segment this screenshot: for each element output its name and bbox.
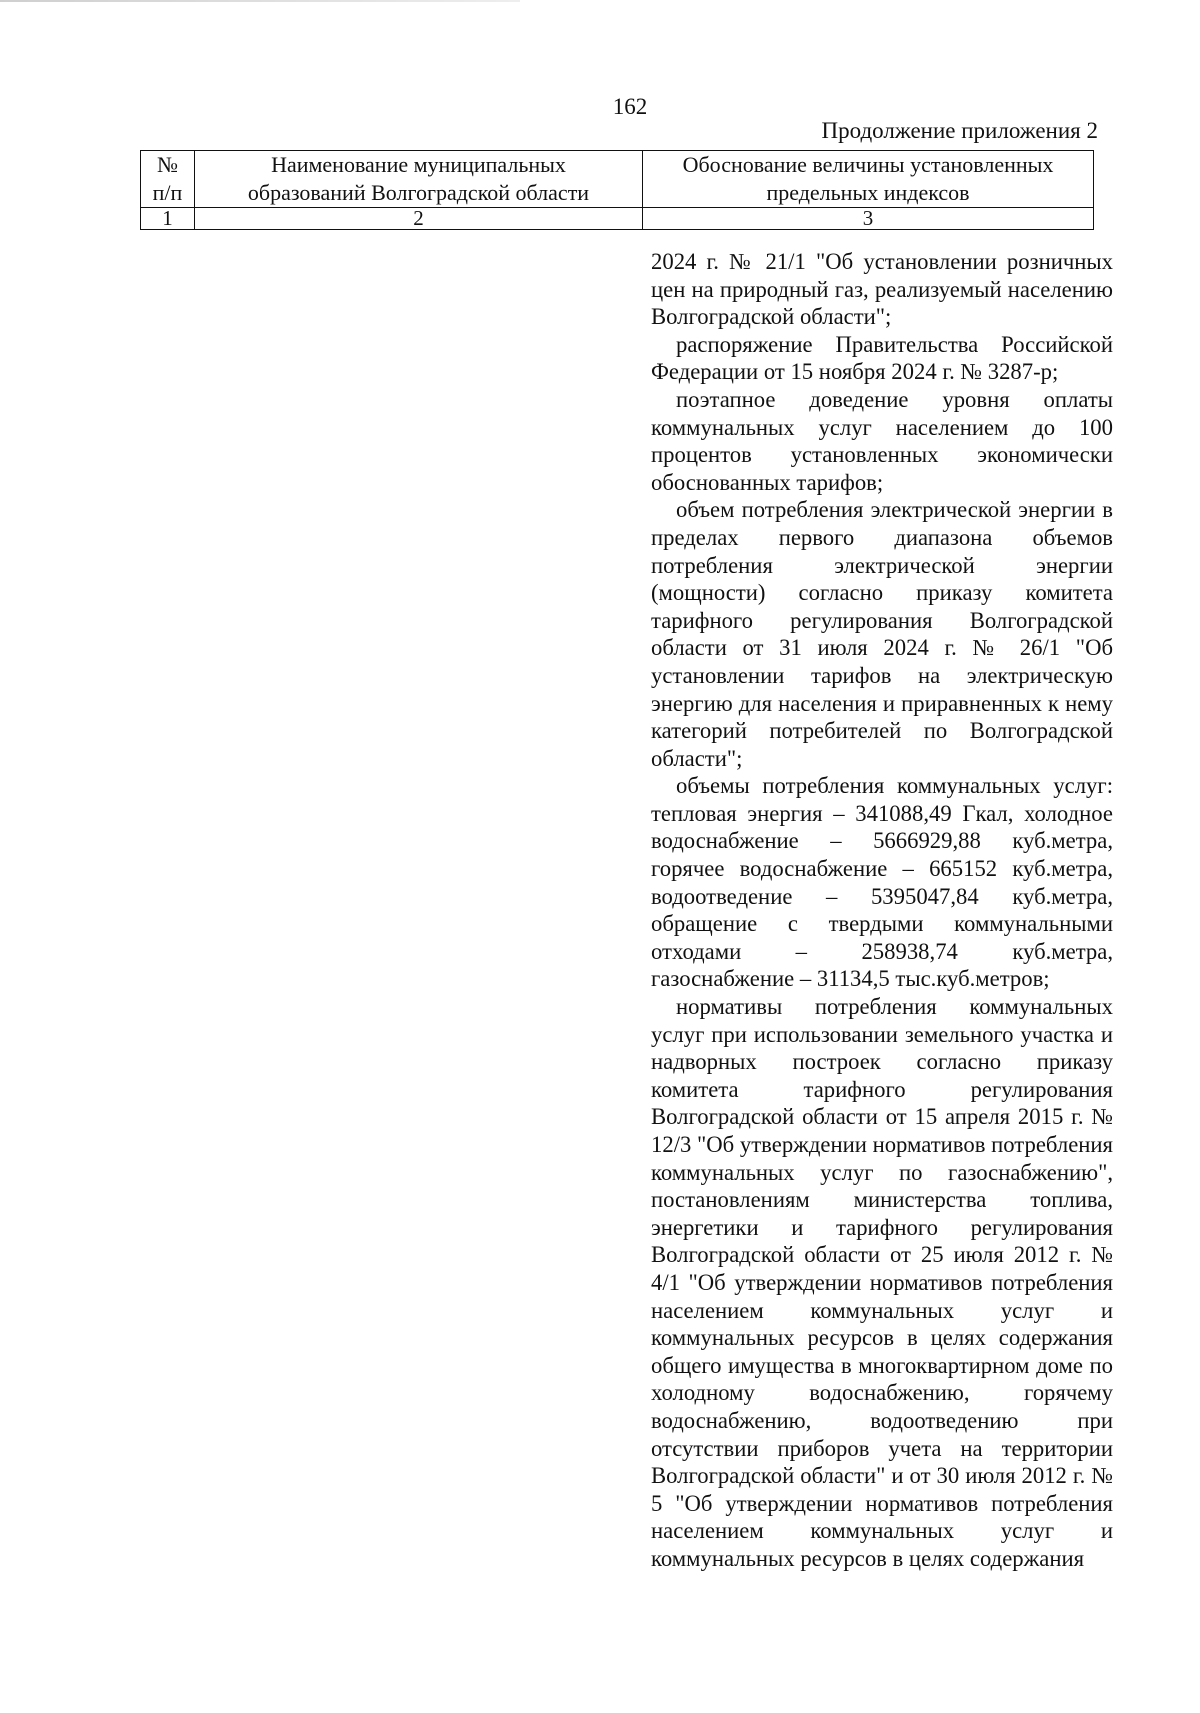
header-line: предельных индексов xyxy=(766,180,970,205)
paragraph: нормативы потребления коммунальных услуг при использовании земельного участка и надворных построек согласно приказу комитета тарифного регулирования Волгоградской области от 15 апреля 2015 г. № 12/3 "Об утверждении нормативов потребления коммунальных услуг по газоснабжению", постановлениям министерства топлива, энергетики и тарифного регулирования Волгоградской области от 25 июля 2012 г. № 4/1 "Об утверждении нормативов потребления населением коммунальных услуг и коммунальных ресурсов в целях содержания общего имущества в многоквартирном доме по холодному водоснабжению, горячему водоснабжению, водоотведению при отсутствии приборов учета на территории Волгоградской области" и от 30 июля 2012 г. № 5 "Об утверждении нормативов потребления населением коммунальных услуг и коммунальных ресурсов в целях содержания xyxy=(651,994,1113,1571)
paragraph: распоряжение Правительства Российской Федерации от 15 ноября 2024 г. № 3287-р; xyxy=(651,331,1113,385)
header-cell-number xyxy=(141,151,195,208)
continuation-label: Продолжение приложения 2 xyxy=(821,118,1098,143)
appendix-table-header xyxy=(140,150,1094,230)
header-line: Обоснование величины установленных xyxy=(682,152,1054,177)
header-row xyxy=(141,151,1094,208)
scan-edge xyxy=(0,0,520,2)
column-number: 2 xyxy=(195,208,643,230)
header-cell-municipality xyxy=(195,151,643,208)
page-number: 162 xyxy=(612,94,648,119)
column-number: 1 xyxy=(141,208,195,230)
paragraph: объем потребления электрической энергии в пределах первого диапазона объемов потребления электрической энергии (мощности) согласно приказу комитета тарифного регулирования Волгоградской области от 31 июля 2024 г. № 26/1 "Об установлении тарифов на электрическую энергию для населения и приравненных к нему категорий потребителей по Волгоградской области"; xyxy=(651,497,1113,771)
paragraph: поэтапное доведение уровня оплаты коммунальных услуг населением до 100 процентов установленных экономически обоснованных тарифов; xyxy=(651,386,1113,495)
paragraph: 2024 г. № 21/1 "Об установлении розничных цен на природный газ, реализуемый населению Волгоградской области"; xyxy=(651,249,1113,330)
header-line: п/п xyxy=(152,180,183,205)
column-number-row xyxy=(141,208,1094,230)
paragraph: объемы потребления коммунальных услуг: тепловая энергия – 341088,49 Гкал, холодное водоснабжение – 5666929,88 куб.метра, горячее водоснабжение – 665152 куб.метра, водоотведение – 5395047,84 куб.метра, обращение с твердыми коммунальными отходами – 258938,74 куб.метра, газоснабжение – 31134,5 тыс.куб.метров; xyxy=(651,773,1113,992)
column-number: 3 xyxy=(643,208,1094,230)
header-line: Наименование муниципальных xyxy=(271,152,566,177)
header-cell-justification xyxy=(643,151,1094,208)
header-line: № xyxy=(157,152,178,177)
justification-column-text xyxy=(651,248,1113,1573)
header-line: образований Волгоградской области xyxy=(247,180,590,205)
